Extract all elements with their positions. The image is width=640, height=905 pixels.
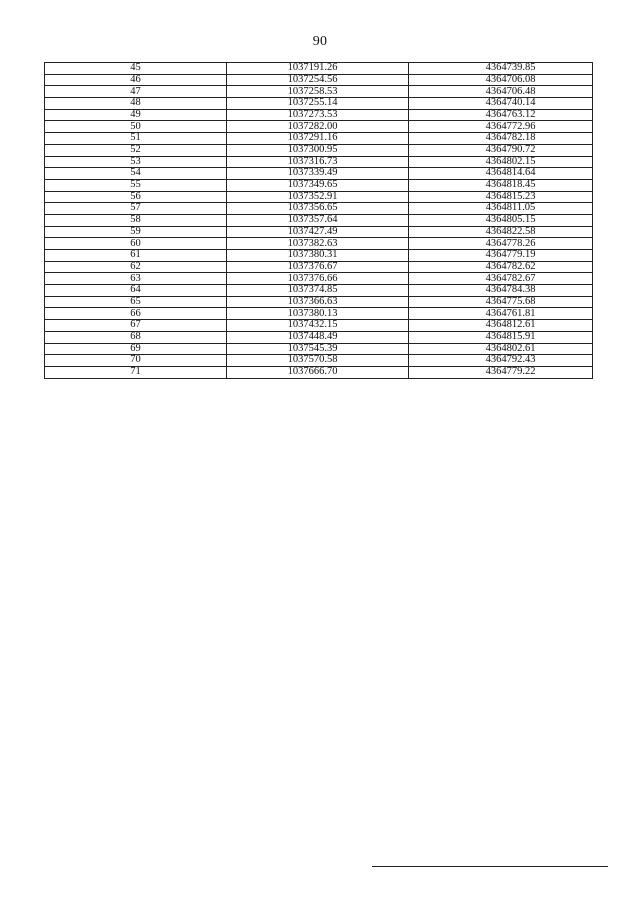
y-coordinate-cell: 4364778.26 bbox=[409, 238, 593, 250]
y-coordinate-cell: 4364706.08 bbox=[409, 74, 593, 86]
x-coordinate-cell: 1037255.14 bbox=[227, 98, 409, 110]
x-coordinate-cell: 1037316.73 bbox=[227, 156, 409, 168]
table-row bbox=[45, 144, 593, 156]
y-coordinate-cell: 4364815.23 bbox=[409, 191, 593, 203]
x-coordinate-cell: 1037374.85 bbox=[227, 285, 409, 297]
y-coordinate-cell: 4364812.61 bbox=[409, 320, 593, 332]
x-coordinate-cell: 1037432.15 bbox=[227, 320, 409, 332]
x-coordinate-cell: 1037291.16 bbox=[227, 133, 409, 145]
x-coordinate-cell: 1037356.65 bbox=[227, 203, 409, 215]
point-number-cell: 54 bbox=[45, 168, 227, 180]
x-coordinate-cell: 1037339.49 bbox=[227, 168, 409, 180]
point-number-cell: 47 bbox=[45, 86, 227, 98]
point-number-cell: 64 bbox=[45, 285, 227, 297]
table-row bbox=[45, 156, 593, 168]
x-coordinate-cell: 1037380.13 bbox=[227, 308, 409, 320]
table-row bbox=[45, 63, 593, 75]
point-number-cell: 53 bbox=[45, 156, 227, 168]
point-number-cell: 63 bbox=[45, 273, 227, 285]
point-number-cell: 67 bbox=[45, 320, 227, 332]
table-row bbox=[45, 109, 593, 121]
x-coordinate-cell: 1037357.64 bbox=[227, 214, 409, 226]
page-number: 90 bbox=[312, 34, 328, 49]
table-row bbox=[45, 214, 593, 226]
x-coordinate-cell: 1037352.91 bbox=[227, 191, 409, 203]
y-coordinate-cell: 4364739.85 bbox=[409, 63, 593, 75]
table-row bbox=[45, 74, 593, 86]
point-number-cell: 68 bbox=[45, 331, 227, 343]
y-coordinate-cell: 4364815.91 bbox=[409, 331, 593, 343]
table-row bbox=[45, 191, 593, 203]
point-number-cell: 45 bbox=[45, 63, 227, 75]
x-coordinate-cell: 1037273.53 bbox=[227, 109, 409, 121]
y-coordinate-cell: 4364772.96 bbox=[409, 121, 593, 133]
point-number-cell: 50 bbox=[45, 121, 227, 133]
x-coordinate-cell: 1037376.66 bbox=[227, 273, 409, 285]
table-row bbox=[45, 121, 593, 133]
coordinates-table bbox=[44, 62, 593, 379]
point-number-cell: 46 bbox=[45, 74, 227, 86]
x-coordinate-cell: 1037254.56 bbox=[227, 74, 409, 86]
table-row bbox=[45, 179, 593, 191]
y-coordinate-cell: 4364782.67 bbox=[409, 273, 593, 285]
x-coordinate-cell: 1037570.58 bbox=[227, 355, 409, 367]
table-row bbox=[45, 98, 593, 110]
point-number-cell: 51 bbox=[45, 133, 227, 145]
y-coordinate-cell: 4364802.61 bbox=[409, 343, 593, 355]
x-coordinate-cell: 1037427.49 bbox=[227, 226, 409, 238]
table-row bbox=[45, 296, 593, 308]
x-coordinate-cell: 1037282.00 bbox=[227, 121, 409, 133]
point-number-cell: 66 bbox=[45, 308, 227, 320]
x-coordinate-cell: 1037545.39 bbox=[227, 343, 409, 355]
table-row bbox=[45, 285, 593, 297]
x-coordinate-cell: 1037349.65 bbox=[227, 179, 409, 191]
point-number-cell: 59 bbox=[45, 226, 227, 238]
y-coordinate-cell: 4364740.14 bbox=[409, 98, 593, 110]
y-coordinate-cell: 4364802.15 bbox=[409, 156, 593, 168]
y-coordinate-cell: 4364818.45 bbox=[409, 179, 593, 191]
x-coordinate-cell: 1037258.53 bbox=[227, 86, 409, 98]
point-number-cell: 52 bbox=[45, 144, 227, 156]
y-coordinate-cell: 4364792.43 bbox=[409, 355, 593, 367]
table-row bbox=[45, 308, 593, 320]
point-number-cell: 57 bbox=[45, 203, 227, 215]
y-coordinate-cell: 4364706.48 bbox=[409, 86, 593, 98]
footer-rule bbox=[372, 866, 608, 867]
y-coordinate-cell: 4364782.18 bbox=[409, 133, 593, 145]
table-row bbox=[45, 168, 593, 180]
table-row bbox=[45, 355, 593, 367]
y-coordinate-cell: 4364805.15 bbox=[409, 214, 593, 226]
y-coordinate-cell: 4364775.68 bbox=[409, 296, 593, 308]
table-row bbox=[45, 343, 593, 355]
point-number-cell: 55 bbox=[45, 179, 227, 191]
table-row bbox=[45, 366, 593, 378]
point-number-cell: 65 bbox=[45, 296, 227, 308]
x-coordinate-cell: 1037376.67 bbox=[227, 261, 409, 273]
table-row bbox=[45, 226, 593, 238]
y-coordinate-cell: 4364811.05 bbox=[409, 203, 593, 215]
point-number-cell: 61 bbox=[45, 250, 227, 262]
y-coordinate-cell: 4364779.19 bbox=[409, 250, 593, 262]
y-coordinate-cell: 4364822.58 bbox=[409, 226, 593, 238]
x-coordinate-cell: 1037448.49 bbox=[227, 331, 409, 343]
table-row bbox=[45, 261, 593, 273]
x-coordinate-cell: 1037366.63 bbox=[227, 296, 409, 308]
point-number-cell: 48 bbox=[45, 98, 227, 110]
table-row bbox=[45, 238, 593, 250]
x-coordinate-cell: 1037666.70 bbox=[227, 366, 409, 378]
x-coordinate-cell: 1037191.26 bbox=[227, 63, 409, 75]
point-number-cell: 71 bbox=[45, 366, 227, 378]
x-coordinate-cell: 1037300.95 bbox=[227, 144, 409, 156]
point-number-cell: 58 bbox=[45, 214, 227, 226]
y-coordinate-cell: 4364814.64 bbox=[409, 168, 593, 180]
y-coordinate-cell: 4364779.22 bbox=[409, 366, 593, 378]
y-coordinate-cell: 4364761.81 bbox=[409, 308, 593, 320]
point-number-cell: 70 bbox=[45, 355, 227, 367]
coordinates-table-body bbox=[45, 63, 593, 379]
point-number-cell: 69 bbox=[45, 343, 227, 355]
table-row bbox=[45, 320, 593, 332]
x-coordinate-cell: 1037380.31 bbox=[227, 250, 409, 262]
point-number-cell: 62 bbox=[45, 261, 227, 273]
table-row bbox=[45, 331, 593, 343]
table-row bbox=[45, 133, 593, 145]
y-coordinate-cell: 4364790.72 bbox=[409, 144, 593, 156]
y-coordinate-cell: 4364784.38 bbox=[409, 285, 593, 297]
point-number-cell: 49 bbox=[45, 109, 227, 121]
point-number-cell: 60 bbox=[45, 238, 227, 250]
table-row bbox=[45, 250, 593, 262]
table-row bbox=[45, 203, 593, 215]
y-coordinate-cell: 4364763.12 bbox=[409, 109, 593, 121]
point-number-cell: 56 bbox=[45, 191, 227, 203]
x-coordinate-cell: 1037382.63 bbox=[227, 238, 409, 250]
table-row bbox=[45, 86, 593, 98]
y-coordinate-cell: 4364782.62 bbox=[409, 261, 593, 273]
table-row bbox=[45, 273, 593, 285]
